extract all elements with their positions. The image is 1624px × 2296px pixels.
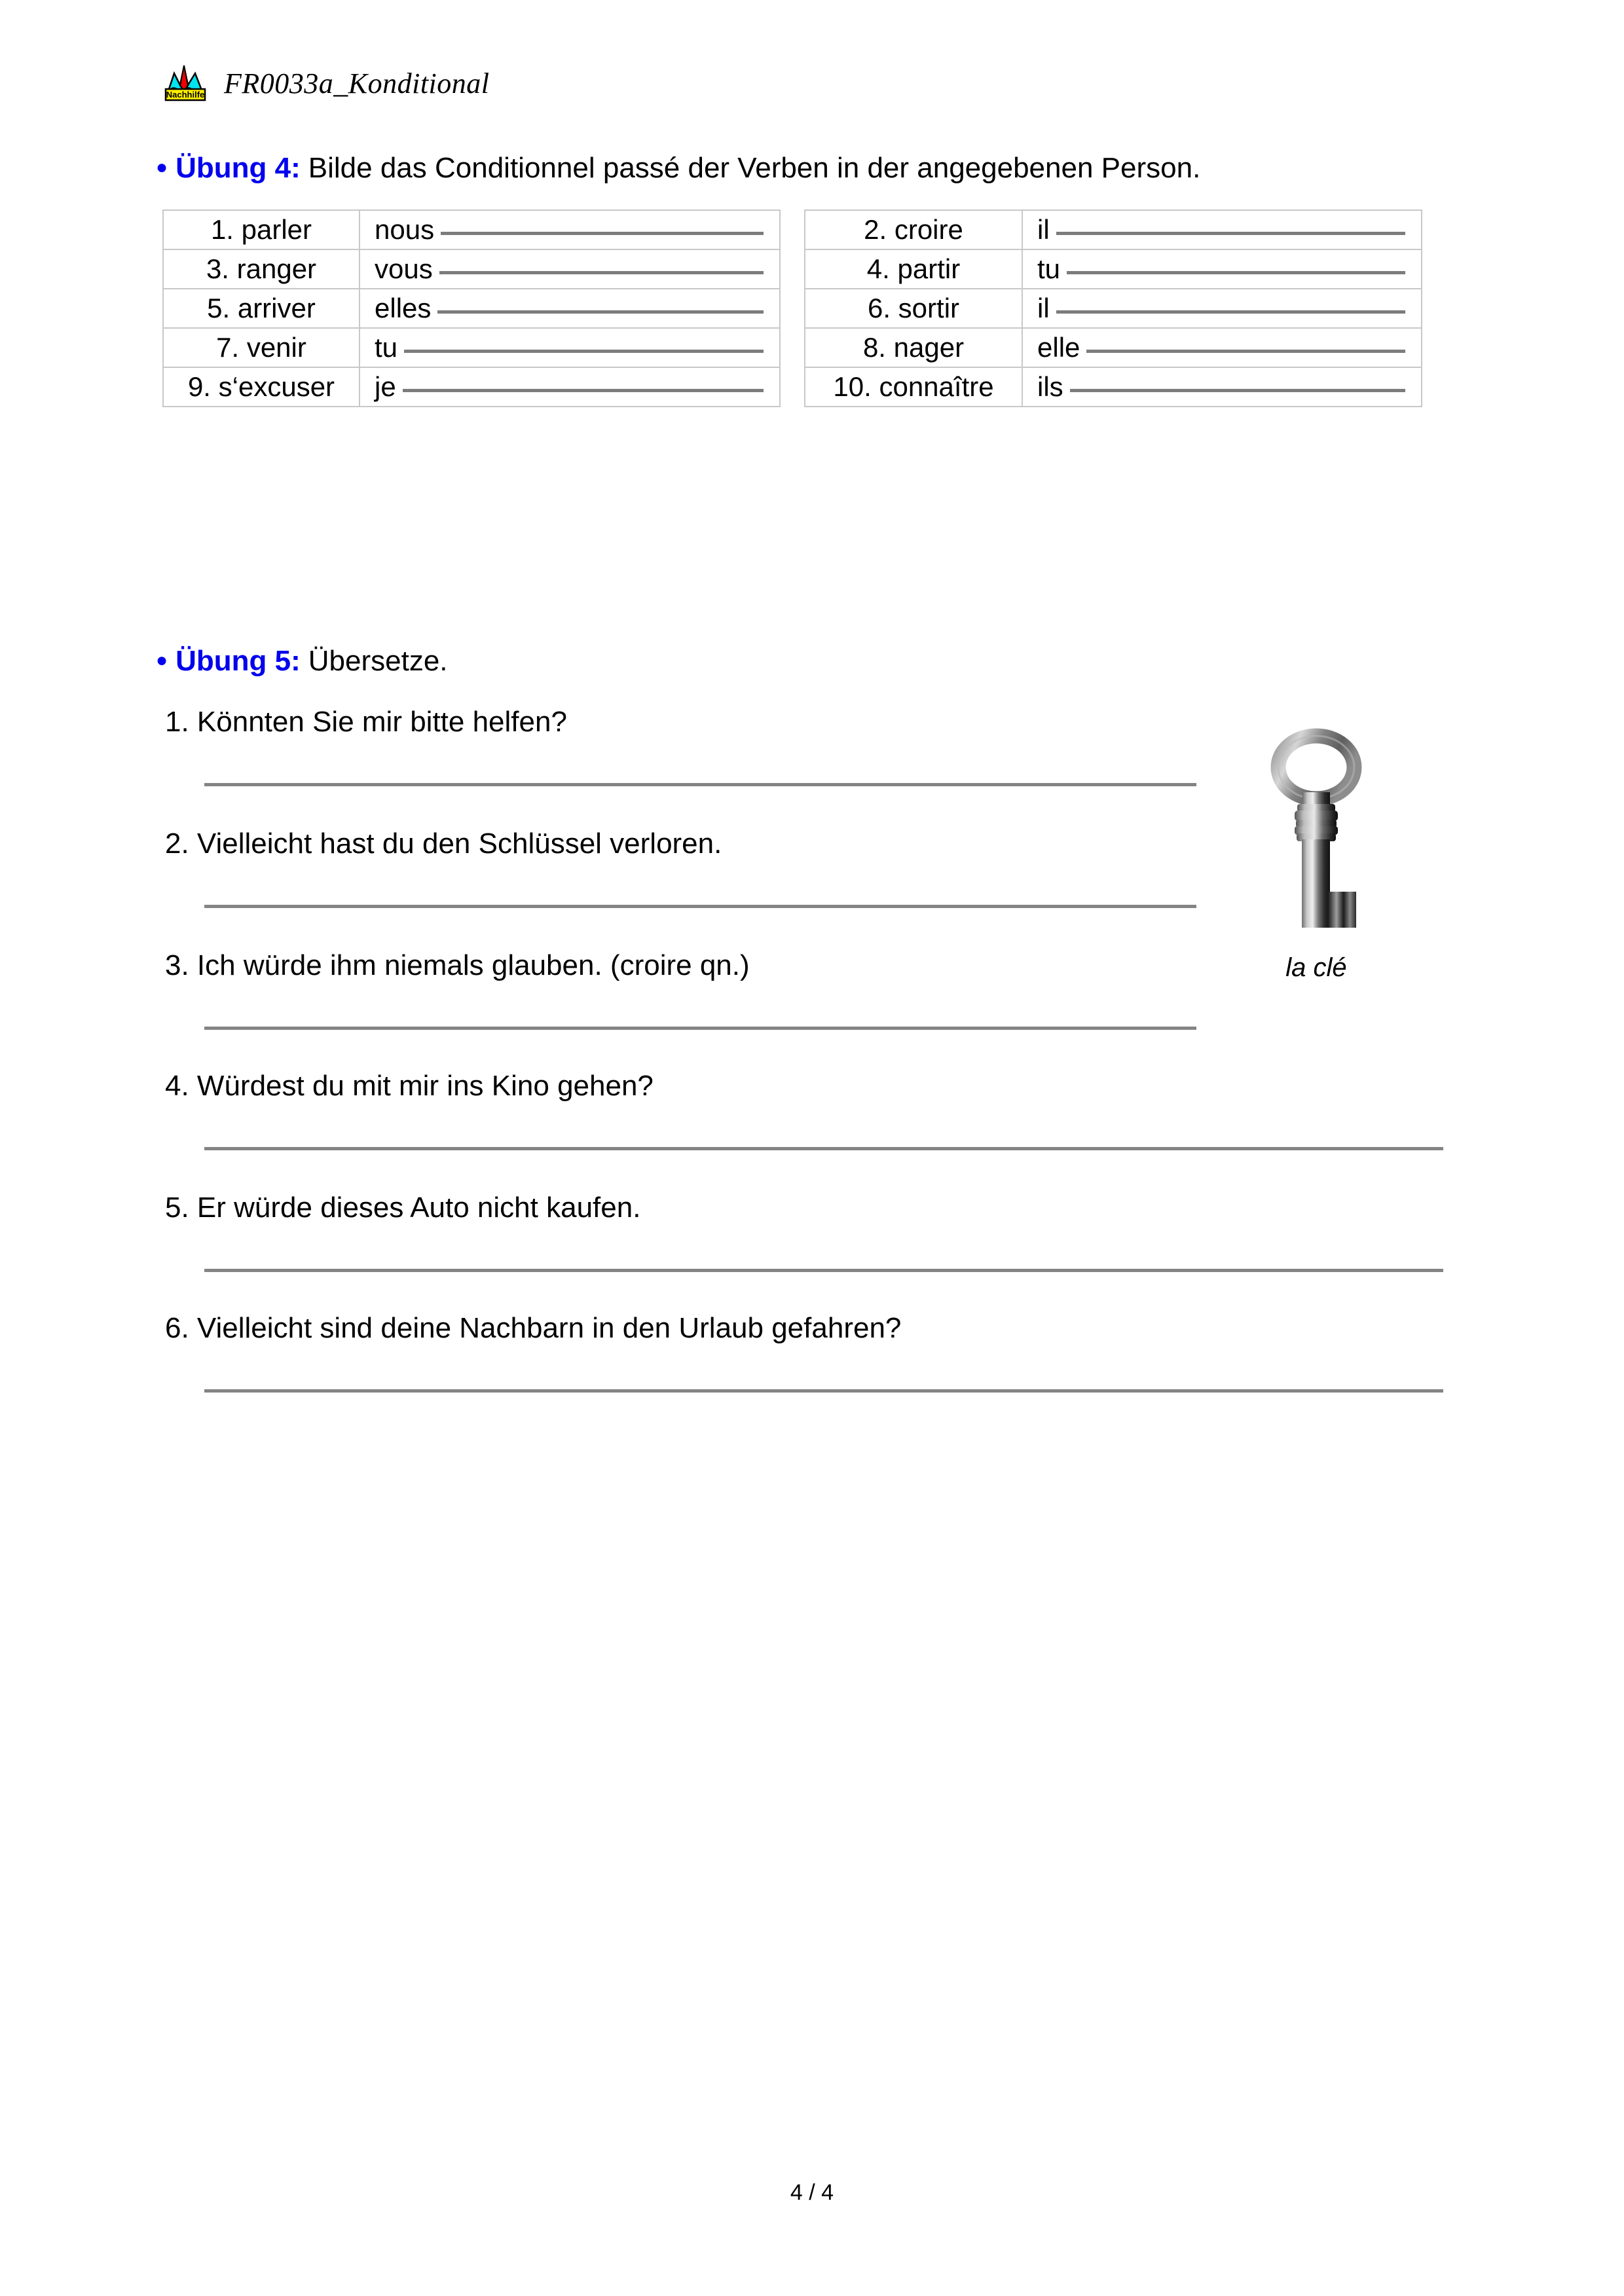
verb-cell: 2. croire <box>805 210 1022 249</box>
answer-blank[interactable] <box>441 232 764 235</box>
translation-item-1: 1. Könnten Sie mir bitte helfen? <box>165 706 567 738</box>
answer-cell[interactable] <box>1022 210 1422 249</box>
bullet-icon: ● <box>156 649 168 671</box>
answer-cell[interactable] <box>1022 249 1422 289</box>
table-row <box>163 328 780 367</box>
document-title: FR0033a_Konditional <box>224 67 490 100</box>
conjugation-table-right <box>804 210 1422 407</box>
table-row <box>805 328 1422 367</box>
verb-cell: 3. ranger <box>163 249 360 289</box>
exercise-4-heading <box>156 152 1200 185</box>
pronoun-label: elles <box>375 293 432 323</box>
answer-blank[interactable] <box>1070 389 1405 392</box>
verb-cell: 7. venir <box>163 328 360 367</box>
nachhilfe-logo-icon <box>162 63 210 103</box>
exercise-5-instruction: Übersetze. <box>308 645 448 677</box>
answer-blank[interactable] <box>439 271 764 274</box>
translation-item-6: 6. Vielleicht sind deine Nachbarn in den Urlaub gefahren? <box>165 1312 902 1344</box>
verb-cell: 6. sortir <box>805 289 1022 328</box>
table-row <box>805 210 1422 249</box>
illustration-caption: la clé <box>1285 953 1347 982</box>
exercise-5-label: Übung 5: <box>175 645 301 677</box>
page-footer: 4 / 4 <box>790 2180 834 2205</box>
answer-blank[interactable] <box>404 350 764 353</box>
exercise-4-label: Übung 4: <box>175 152 301 184</box>
pronoun-label: tu <box>375 332 398 363</box>
pronoun-label: elle <box>1037 332 1080 363</box>
table-row <box>805 367 1422 407</box>
conjugation-table-left <box>162 210 781 407</box>
answer-blank[interactable] <box>403 389 764 392</box>
pronoun-label: je <box>375 371 396 402</box>
answer-line-1[interactable] <box>204 783 1196 786</box>
answer-cell[interactable] <box>360 249 780 289</box>
answer-cell[interactable] <box>360 367 780 407</box>
bullet-icon: ● <box>156 156 168 178</box>
answer-line-3[interactable] <box>204 1027 1196 1030</box>
table-row <box>163 210 780 249</box>
translation-item-3: 3. Ich würde ihm niemals glauben. (croire qn.) <box>165 949 750 981</box>
pronoun-label: nous <box>375 214 435 245</box>
verb-cell: 1. parler <box>163 210 360 249</box>
answer-cell[interactable] <box>1022 289 1422 328</box>
exercise-4-instruction: Bilde das Conditionnel passé der Verben in der angegebenen Person. <box>308 152 1201 184</box>
verb-cell: 10. connaître <box>805 367 1022 407</box>
answer-cell[interactable] <box>360 328 780 367</box>
verb-cell: 8. nager <box>805 328 1022 367</box>
answer-blank[interactable] <box>437 310 764 314</box>
translation-item-2: 2. Vielleicht hast du den Schlüssel verloren. <box>165 828 722 860</box>
pronoun-label: il <box>1037 293 1050 323</box>
answer-line-2[interactable] <box>204 905 1196 908</box>
table-row <box>163 249 780 289</box>
table-row <box>805 289 1422 328</box>
answer-blank[interactable] <box>1067 271 1405 274</box>
pronoun-label: ils <box>1037 371 1063 402</box>
answer-blank[interactable] <box>1056 232 1405 235</box>
exercise-5-heading <box>156 645 448 678</box>
answer-line-5[interactable] <box>204 1269 1443 1272</box>
answer-line-4[interactable] <box>204 1147 1443 1150</box>
page-header <box>162 63 490 103</box>
translation-item-5: 5. Er würde dieses Auto nicht kaufen. <box>165 1192 641 1224</box>
verb-cell: 5. arriver <box>163 289 360 328</box>
pronoun-label: vous <box>375 253 433 284</box>
verb-cell: 9. s‘excuser <box>163 367 360 407</box>
answer-cell[interactable] <box>1022 328 1422 367</box>
answer-blank[interactable] <box>1086 350 1405 353</box>
pronoun-label: il <box>1037 214 1050 245</box>
answer-cell[interactable] <box>1022 367 1422 407</box>
pronoun-label: tu <box>1037 253 1061 284</box>
answer-line-6[interactable] <box>204 1389 1443 1393</box>
answer-cell[interactable] <box>360 210 780 249</box>
translation-item-4: 4. Würdest du mit mir ins Kino gehen? <box>165 1070 654 1102</box>
table-row <box>163 289 780 328</box>
answer-blank[interactable] <box>1056 310 1405 314</box>
key-figure <box>1238 727 1395 983</box>
table-row <box>805 249 1422 289</box>
key-icon <box>1257 727 1375 949</box>
answer-cell[interactable] <box>360 289 780 328</box>
verb-cell: 4. partir <box>805 249 1022 289</box>
svg-text:Nachhilfe: Nachhilfe <box>166 90 205 100</box>
table-row <box>163 367 780 407</box>
